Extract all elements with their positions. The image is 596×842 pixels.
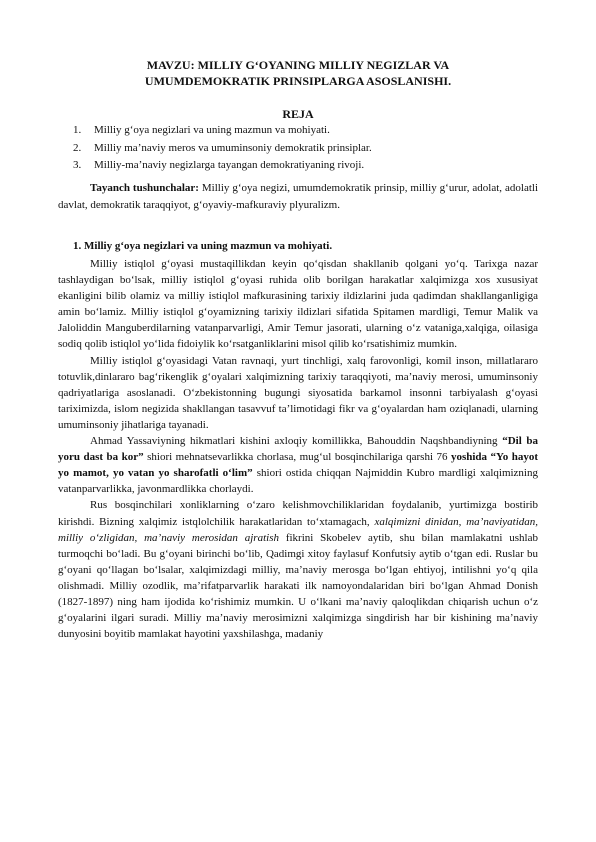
key-concepts-text: Milliy g‘oya negizi, umumdemokratik prinsip, milliy g‘urur, adolat, adolatli davlat, demokratik taraqqiyot, g‘oyaviy-mafkuraviy plyuralizm. [58, 182, 539, 211]
plan-item-number: 3. [73, 159, 82, 171]
plan-heading: REJA [282, 107, 314, 121]
paragraph-2: Milliy istiqlol g‘oyasidagi Vatan ravnaqi, yurt tinchligi, xalq farovonligi, komil inson, millatlararo totuvlik,dinlararo bag‘rikenglik g‘oyalari xalqimizning tarixiy taraqqiyoti, ma’naviy merosi, umuminsoniy qadriyatlariga asoslanadi. O‘zbekistonning bugungi siyosatida barkamol insonni tarbiyalash g‘oyasi tariximizda, islom negizida shakllangan tasavvuf ta’limotidagi fikr va g‘oyalardan ham oziqlanadi, ularning umuminsoniy jihatlariga tayanadi. [58, 354, 538, 431]
plan-item-number: 1. [73, 124, 82, 136]
plan-item [58, 122, 538, 140]
key-concepts-label: Tayanch tushunchalar: [90, 182, 199, 194]
plan-item [58, 157, 538, 175]
section-heading: 1. Milliy g‘oya negizlari va uning mazmun va mohiyati. [73, 240, 333, 252]
document-title [58, 57, 538, 89]
key-concepts-paragraph [58, 180, 538, 213]
plan-list [58, 122, 538, 175]
paragraph-3 [58, 433, 538, 497]
plan-item-number: 2. [73, 141, 82, 154]
paragraph-3-text-c: shiori mehnatsevarlikka chorlasa, mug‘ul bosqinchilariga qarshi 76 [143, 451, 451, 464]
paragraph-4 [58, 497, 538, 642]
paragraph-1: Milliy istiqlol g‘oyasi mustaqillikdan keyin qo‘qisdan shakllanib qolgani yo‘q. Tarixga nazar tashlaydigan bo‘lsak, milliy istiqlol g‘oyasi ruhida olib borilgan harakatlar xalqimizga xos xususiyat ekanligini bilib olamiz va milliy istiqlol mafkurasining tarixiy ildizlarini juda qadimdan shakllanganligiga amin bo‘lamiz. Milliy istiqlol g‘oyamizning tarixiy ildizlari sifatida Spitamen mardligi, Temur Malik va Jaloliddin Manguberdilarning vatanparvarligi, Amir Temur jasorati, ularning o‘z vataniga,xalqiga, oilasiga sodiq qolib istiqlol yo‘lida fidoiylik ko‘rsatganliklarini misol qilib ko‘rsatishimiz mumkin. [58, 258, 538, 351]
paragraph-4-italic: xalqimizni dinidan, ma’naviyatidan, milliy o‘zligidan, ma’naviy merosidan ajratish [58, 515, 538, 544]
title-line-1: MAVZU: MILLIY G‘OYANING MILLIY NEGIZLAR VA [146, 58, 450, 72]
plan-item-text: Milliy ma’naviy meros va umuminsoniy demokratik prinsiplar. [94, 141, 372, 154]
title-line-2: UMUMDEMOKRATIK PRINSIPLARGA ASOSLANISHI. [144, 74, 452, 88]
paragraph-3-text-a: Ahmad Yassaviyning hikmatlari kishini axloqiy komillikka, Bahouddin Naqshbandiyning [90, 435, 503, 448]
paragraph-3-text-e: shiori ostida chiqqan Najmiddin Kubro mardligi xalqimizning vatanparvarlikka, javonmardlikka chorlaydi. [58, 467, 538, 496]
plan-item-text: Milliy-ma’naviy negizlarga tayangan demokratiyaning rivoji. [94, 159, 365, 171]
plan-item [58, 140, 538, 158]
paragraph-3-quote-1: “Dil ba yoru dast ba kor” [58, 435, 538, 464]
body-text [58, 256, 538, 642]
paragraph-3-quote-2: yoshida “Yo hayot yo mamot, yo vatan yo sharofatli o‘lim” [58, 451, 539, 480]
plan-item-text: Milliy g‘oya negizlari va uning mazmun va mohiyati. [94, 124, 330, 136]
paragraph-4-text-a: Rus bosqinchilari xonliklarning o‘zaro kelishmovchiliklaridan foydalanib, yurtimizga bostirib kirishdi. Bizning xalqimiz istqlolchilik harakatlaridan to‘xtamagach, [58, 499, 538, 528]
paragraph-4-text-c: fikrini Skobelev aytib, shu bilan mamlakatni ushlab turmoqchi bo‘ladi. Bu g‘oyani birinchi bo‘lib, Qadimgi xitoy faylasuf Konfutsiy aytib o‘tgan edi. Ruslar bu g‘oyani qo‘llagan bo‘lsalar, xalqimizdagi milliy, ma’naviy merosga bo‘lgan ehtiyoj, intilishni yo‘q qila olishmadi. Milliy ozodlik, ma’rifatparvarlik harakati ilk namoyondalaridan biri bo‘lgan Ahmad Donish (1827-1897) ning ham ijodida ko‘rishimiz mumkin. U o‘lkani ma’naviy qaloqlikdan chiqarish uchun o‘z g‘oyalarini ilgari suradi. Milliy ma’naviy merosimizni xalqimizga singdirish har bir kishining ma’naviy dunyosini boyitib mamlakat hayotini yaxshilashga, madaniy [58, 531, 538, 641]
